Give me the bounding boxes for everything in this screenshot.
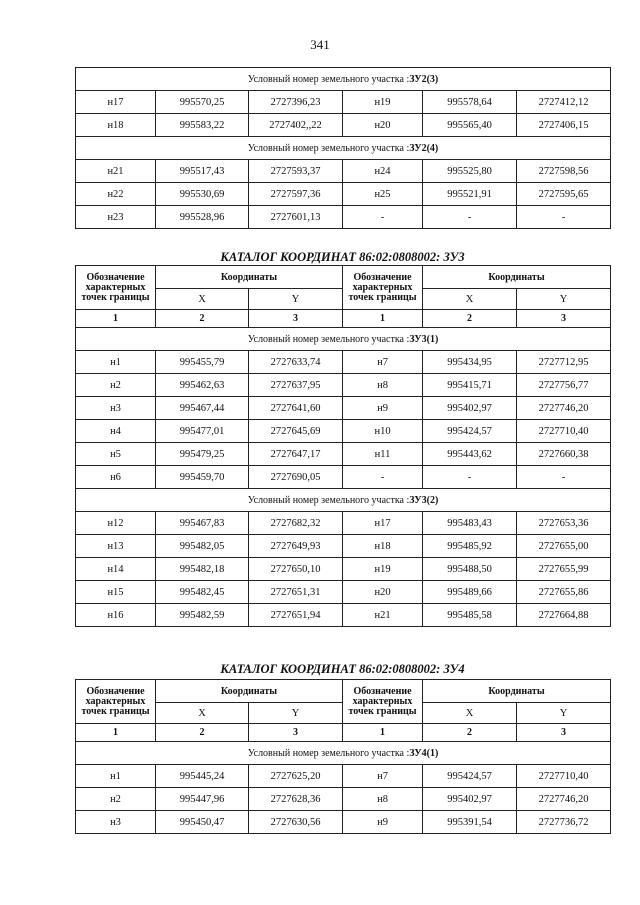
column-number: 3 xyxy=(517,310,611,328)
table-cell: 995489,66 xyxy=(423,581,517,604)
parcel-id: ЗУ3(2) xyxy=(409,494,439,506)
table-cell: 2727650,10 xyxy=(249,558,343,581)
table-cell: - xyxy=(517,206,611,229)
header-x: X xyxy=(156,289,249,310)
table-cell: 2727710,40 xyxy=(517,420,611,443)
table-cell: 995415,71 xyxy=(423,374,517,397)
coordinate-table-zu2 xyxy=(75,67,611,229)
header-coords: Координаты xyxy=(423,266,611,289)
table-cell: 2727664,88 xyxy=(517,604,611,627)
table-row xyxy=(76,811,611,834)
table-cell: - xyxy=(423,466,517,489)
table-cell: 2727593,37 xyxy=(249,160,343,183)
parcel-number: Условный номер земельного участка :ЗУ3(1) xyxy=(76,328,611,351)
table-row xyxy=(76,420,611,443)
table-cell: 2727649,93 xyxy=(249,535,343,558)
table-cell: н19 xyxy=(343,558,423,581)
table-cell: 995521,91 xyxy=(423,183,517,206)
column-number: 1 xyxy=(343,724,423,742)
parcel-number: Условный номер земельного участка :ЗУ3(2) xyxy=(76,489,611,512)
table-cell: - xyxy=(343,466,423,489)
column-number-row xyxy=(76,310,611,328)
header-label: Обозначение характерных точек границы xyxy=(76,680,156,724)
table-cell: 2727651,31 xyxy=(249,581,343,604)
table-row xyxy=(76,604,611,627)
parcel-row xyxy=(76,742,611,765)
table-cell: н4 xyxy=(76,420,156,443)
column-number: 1 xyxy=(76,310,156,328)
table-cell: 995482,45 xyxy=(156,581,249,604)
parcel-number: Условный номер земельного участка :ЗУ4(1) xyxy=(76,742,611,765)
header-y: Y xyxy=(517,289,611,310)
table-cell: 2727653,36 xyxy=(517,512,611,535)
table-cell: 2727651,94 xyxy=(249,604,343,627)
header-coords: Координаты xyxy=(423,680,611,703)
table-row xyxy=(76,91,611,114)
header-y: Y xyxy=(249,289,343,310)
table-cell: 995479,25 xyxy=(156,443,249,466)
table-cell: н11 xyxy=(343,443,423,466)
parcel-row xyxy=(76,68,611,91)
table-cell: н22 xyxy=(76,183,156,206)
table-cell: н16 xyxy=(76,604,156,627)
table-cell: 995485,92 xyxy=(423,535,517,558)
table-cell: 2727746,20 xyxy=(517,788,611,811)
catalog-title-zu4: КАТАЛОГ КООРДИНАТ 86:02:0808002: ЗУ4 xyxy=(220,662,465,676)
table-cell: 2727601,13 xyxy=(249,206,343,229)
table-row xyxy=(76,535,611,558)
table-row xyxy=(76,443,611,466)
table-row xyxy=(76,788,611,811)
table-cell: 2727645,69 xyxy=(249,420,343,443)
column-number: 2 xyxy=(156,724,249,742)
table-cell: 995402,97 xyxy=(423,788,517,811)
table-row xyxy=(76,351,611,374)
table-cell: н12 xyxy=(76,512,156,535)
parcel-row xyxy=(76,489,611,512)
table-cell: н20 xyxy=(343,581,423,604)
table-cell: 995482,05 xyxy=(156,535,249,558)
table-cell: н2 xyxy=(76,788,156,811)
column-number: 1 xyxy=(343,310,423,328)
parcel-row xyxy=(76,328,611,351)
column-number: 3 xyxy=(249,724,343,742)
table-cell: н7 xyxy=(343,351,423,374)
page-number: 341 xyxy=(310,37,330,52)
table-cell: н24 xyxy=(343,160,423,183)
header-x: X xyxy=(423,703,517,724)
table-cell: 2727406,15 xyxy=(517,114,611,137)
table-cell: 995565,40 xyxy=(423,114,517,137)
table-cell: н15 xyxy=(76,581,156,604)
column-number: 3 xyxy=(249,310,343,328)
table-cell: 995434,95 xyxy=(423,351,517,374)
table-cell: 995447,96 xyxy=(156,788,249,811)
table-cell: 2727595,65 xyxy=(517,183,611,206)
table-cell: н1 xyxy=(76,765,156,788)
table-cell: н9 xyxy=(343,811,423,834)
header-label: Обозначение характерных точек границы xyxy=(343,266,423,310)
header-y: Y xyxy=(517,703,611,724)
table-cell: 2727641,60 xyxy=(249,397,343,420)
coordinate-table-zu3 xyxy=(75,265,611,627)
table-cell: н7 xyxy=(343,765,423,788)
table-body xyxy=(76,680,611,834)
header-x: X xyxy=(156,703,249,724)
parcel-number: Условный номер земельного участка :ЗУ2(3) xyxy=(76,68,611,91)
table-cell: 2727690,05 xyxy=(249,466,343,489)
table-cell: 2727712,95 xyxy=(517,351,611,374)
table-cell: 995578,64 xyxy=(423,91,517,114)
table-cell: 2727396,23 xyxy=(249,91,343,114)
table-cell: н9 xyxy=(343,397,423,420)
table-cell: н14 xyxy=(76,558,156,581)
parcel-id: ЗУ2(4) xyxy=(409,142,439,154)
table-row xyxy=(76,581,611,604)
table-row xyxy=(76,206,611,229)
table-cell: н17 xyxy=(76,91,156,114)
table-cell: 2727660,38 xyxy=(517,443,611,466)
table-cell: 995528,96 xyxy=(156,206,249,229)
parcel-id: ЗУ4(1) xyxy=(409,747,439,759)
table-row xyxy=(76,374,611,397)
table-cell: 995459,70 xyxy=(156,466,249,489)
table-cell: 995467,44 xyxy=(156,397,249,420)
column-number: 3 xyxy=(517,724,611,742)
table-cell: 2727598,56 xyxy=(517,160,611,183)
table-cell: 2727628,36 xyxy=(249,788,343,811)
table-row xyxy=(76,466,611,489)
table-cell: 995488,50 xyxy=(423,558,517,581)
table-cell: 995482,59 xyxy=(156,604,249,627)
table-cell: 2727756,77 xyxy=(517,374,611,397)
table-cell: 2727710,40 xyxy=(517,765,611,788)
table-cell: 2727412,12 xyxy=(517,91,611,114)
header-label: Обозначение характерных точек границы xyxy=(343,680,423,724)
table-cell: 995462,63 xyxy=(156,374,249,397)
table-cell: 2727655,86 xyxy=(517,581,611,604)
table-cell: 995477,01 xyxy=(156,420,249,443)
coordinate-table-zu4 xyxy=(75,679,611,834)
table-cell: - xyxy=(423,206,517,229)
table-cell: 995517,43 xyxy=(156,160,249,183)
parcel-id: ЗУ3(1) xyxy=(409,333,439,345)
table-cell: 995482,18 xyxy=(156,558,249,581)
parcel-number: Условный номер земельного участка :ЗУ2(4) xyxy=(76,137,611,160)
table-cell: 2727630,56 xyxy=(249,811,343,834)
table-cell: 995570,25 xyxy=(156,91,249,114)
table-cell: 995485,58 xyxy=(423,604,517,627)
table-cell: н5 xyxy=(76,443,156,466)
header-coords: Координаты xyxy=(156,680,343,703)
table-cell: н6 xyxy=(76,466,156,489)
table-row xyxy=(76,114,611,137)
table-row xyxy=(76,160,611,183)
parcel-id: ЗУ2(3) xyxy=(409,73,439,85)
table-cell: 995583,22 xyxy=(156,114,249,137)
table-cell: 2727633,74 xyxy=(249,351,343,374)
table-cell: 995443,62 xyxy=(423,443,517,466)
column-number: 2 xyxy=(423,724,517,742)
table-row xyxy=(76,512,611,535)
table-cell: 2727655,99 xyxy=(517,558,611,581)
table-cell: н10 xyxy=(343,420,423,443)
table-cell: н1 xyxy=(76,351,156,374)
table-cell: н3 xyxy=(76,397,156,420)
table-body xyxy=(76,68,611,229)
table-row xyxy=(76,558,611,581)
header-x: X xyxy=(423,289,517,310)
table-cell: 2727655,00 xyxy=(517,535,611,558)
table-cell: 2727746,20 xyxy=(517,397,611,420)
table-cell: 995530,69 xyxy=(156,183,249,206)
catalog-title-zu3: КАТАЛОГ КООРДИНАТ 86:02:0808002: ЗУ3 xyxy=(220,250,465,264)
table-cell: 2727597,36 xyxy=(249,183,343,206)
table-cell: 995445,24 xyxy=(156,765,249,788)
table-cell: 995424,57 xyxy=(423,420,517,443)
header-label: Обозначение характерных точек границы xyxy=(76,266,156,310)
table-cell: н23 xyxy=(76,206,156,229)
header-y: Y xyxy=(249,703,343,724)
parcel-row xyxy=(76,137,611,160)
column-number: 2 xyxy=(423,310,517,328)
table-cell: 2727682,32 xyxy=(249,512,343,535)
table-cell: 2727625,20 xyxy=(249,765,343,788)
table-cell: н19 xyxy=(343,91,423,114)
table-cell: 2727402,,22 xyxy=(249,114,343,137)
table-row xyxy=(76,183,611,206)
table-row xyxy=(76,765,611,788)
column-number-row xyxy=(76,724,611,742)
table-body xyxy=(76,266,611,627)
table-cell: н21 xyxy=(343,604,423,627)
table-cell: 995402,97 xyxy=(423,397,517,420)
column-number: 1 xyxy=(76,724,156,742)
table-cell: н8 xyxy=(343,374,423,397)
table-cell: 995455,79 xyxy=(156,351,249,374)
table-cell: 995525,80 xyxy=(423,160,517,183)
table-cell: н21 xyxy=(76,160,156,183)
table-cell: 995483,43 xyxy=(423,512,517,535)
table-cell: - xyxy=(517,466,611,489)
table-cell: - xyxy=(343,206,423,229)
table-cell: 995450,47 xyxy=(156,811,249,834)
table-cell: н25 xyxy=(343,183,423,206)
table-cell: 995424,57 xyxy=(423,765,517,788)
table-cell: 995391,54 xyxy=(423,811,517,834)
header-row xyxy=(76,266,611,289)
table-row xyxy=(76,397,611,420)
table-cell: 995467,83 xyxy=(156,512,249,535)
table-cell: н2 xyxy=(76,374,156,397)
table-cell: н20 xyxy=(343,114,423,137)
table-cell: н8 xyxy=(343,788,423,811)
column-number: 2 xyxy=(156,310,249,328)
table-cell: 2727637,95 xyxy=(249,374,343,397)
table-cell: н17 xyxy=(343,512,423,535)
table-cell: н18 xyxy=(76,114,156,137)
header-coords: Координаты xyxy=(156,266,343,289)
header-row xyxy=(76,680,611,703)
table-cell: н13 xyxy=(76,535,156,558)
table-cell: н18 xyxy=(343,535,423,558)
table-cell: н3 xyxy=(76,811,156,834)
table-cell: 2727647,17 xyxy=(249,443,343,466)
table-cell: 2727736,72 xyxy=(517,811,611,834)
